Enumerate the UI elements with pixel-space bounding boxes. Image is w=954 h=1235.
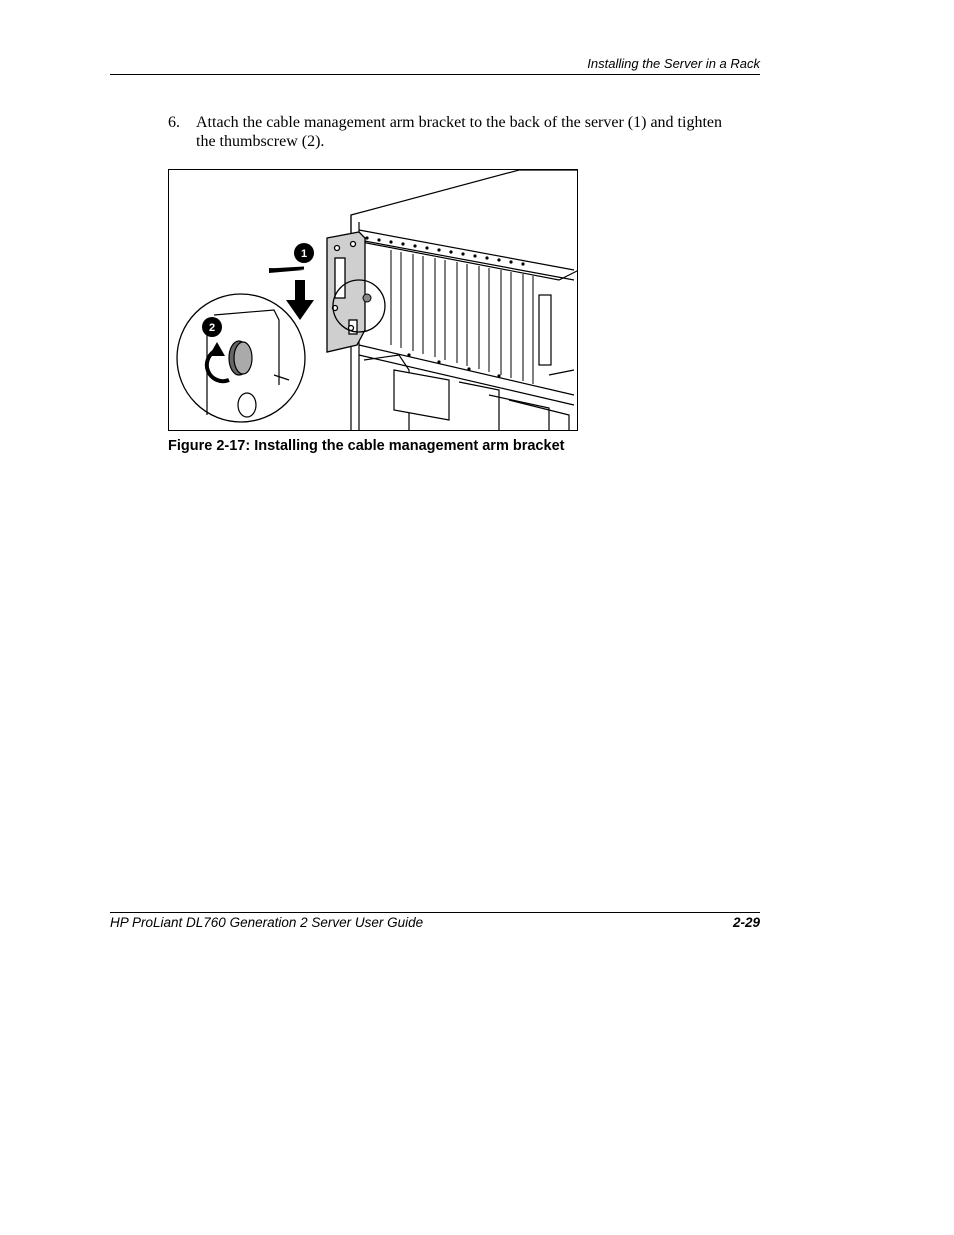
footer-rule (110, 912, 760, 913)
page-number: 2-29 (732, 915, 760, 930)
running-head: Installing the Server in a Rack (587, 56, 760, 71)
callout-1: 1 (300, 248, 308, 260)
step-text: Attach the cable management arm bracket to the back of the server (1) and tighten the thumbscrew (2). (196, 114, 722, 150)
figure-caption: Figure 2-17: Installing the cable management arm bracket (168, 438, 565, 454)
footer-title: HP ProLiant DL760 Generation 2 Server User Guide (110, 915, 424, 930)
step-number: 6. (168, 114, 180, 131)
step-6 (168, 113, 728, 151)
callout-2: 2 (208, 322, 216, 334)
header-rule (110, 74, 760, 75)
figure-illustration (168, 169, 578, 431)
server-bracket-illustration (169, 170, 578, 431)
